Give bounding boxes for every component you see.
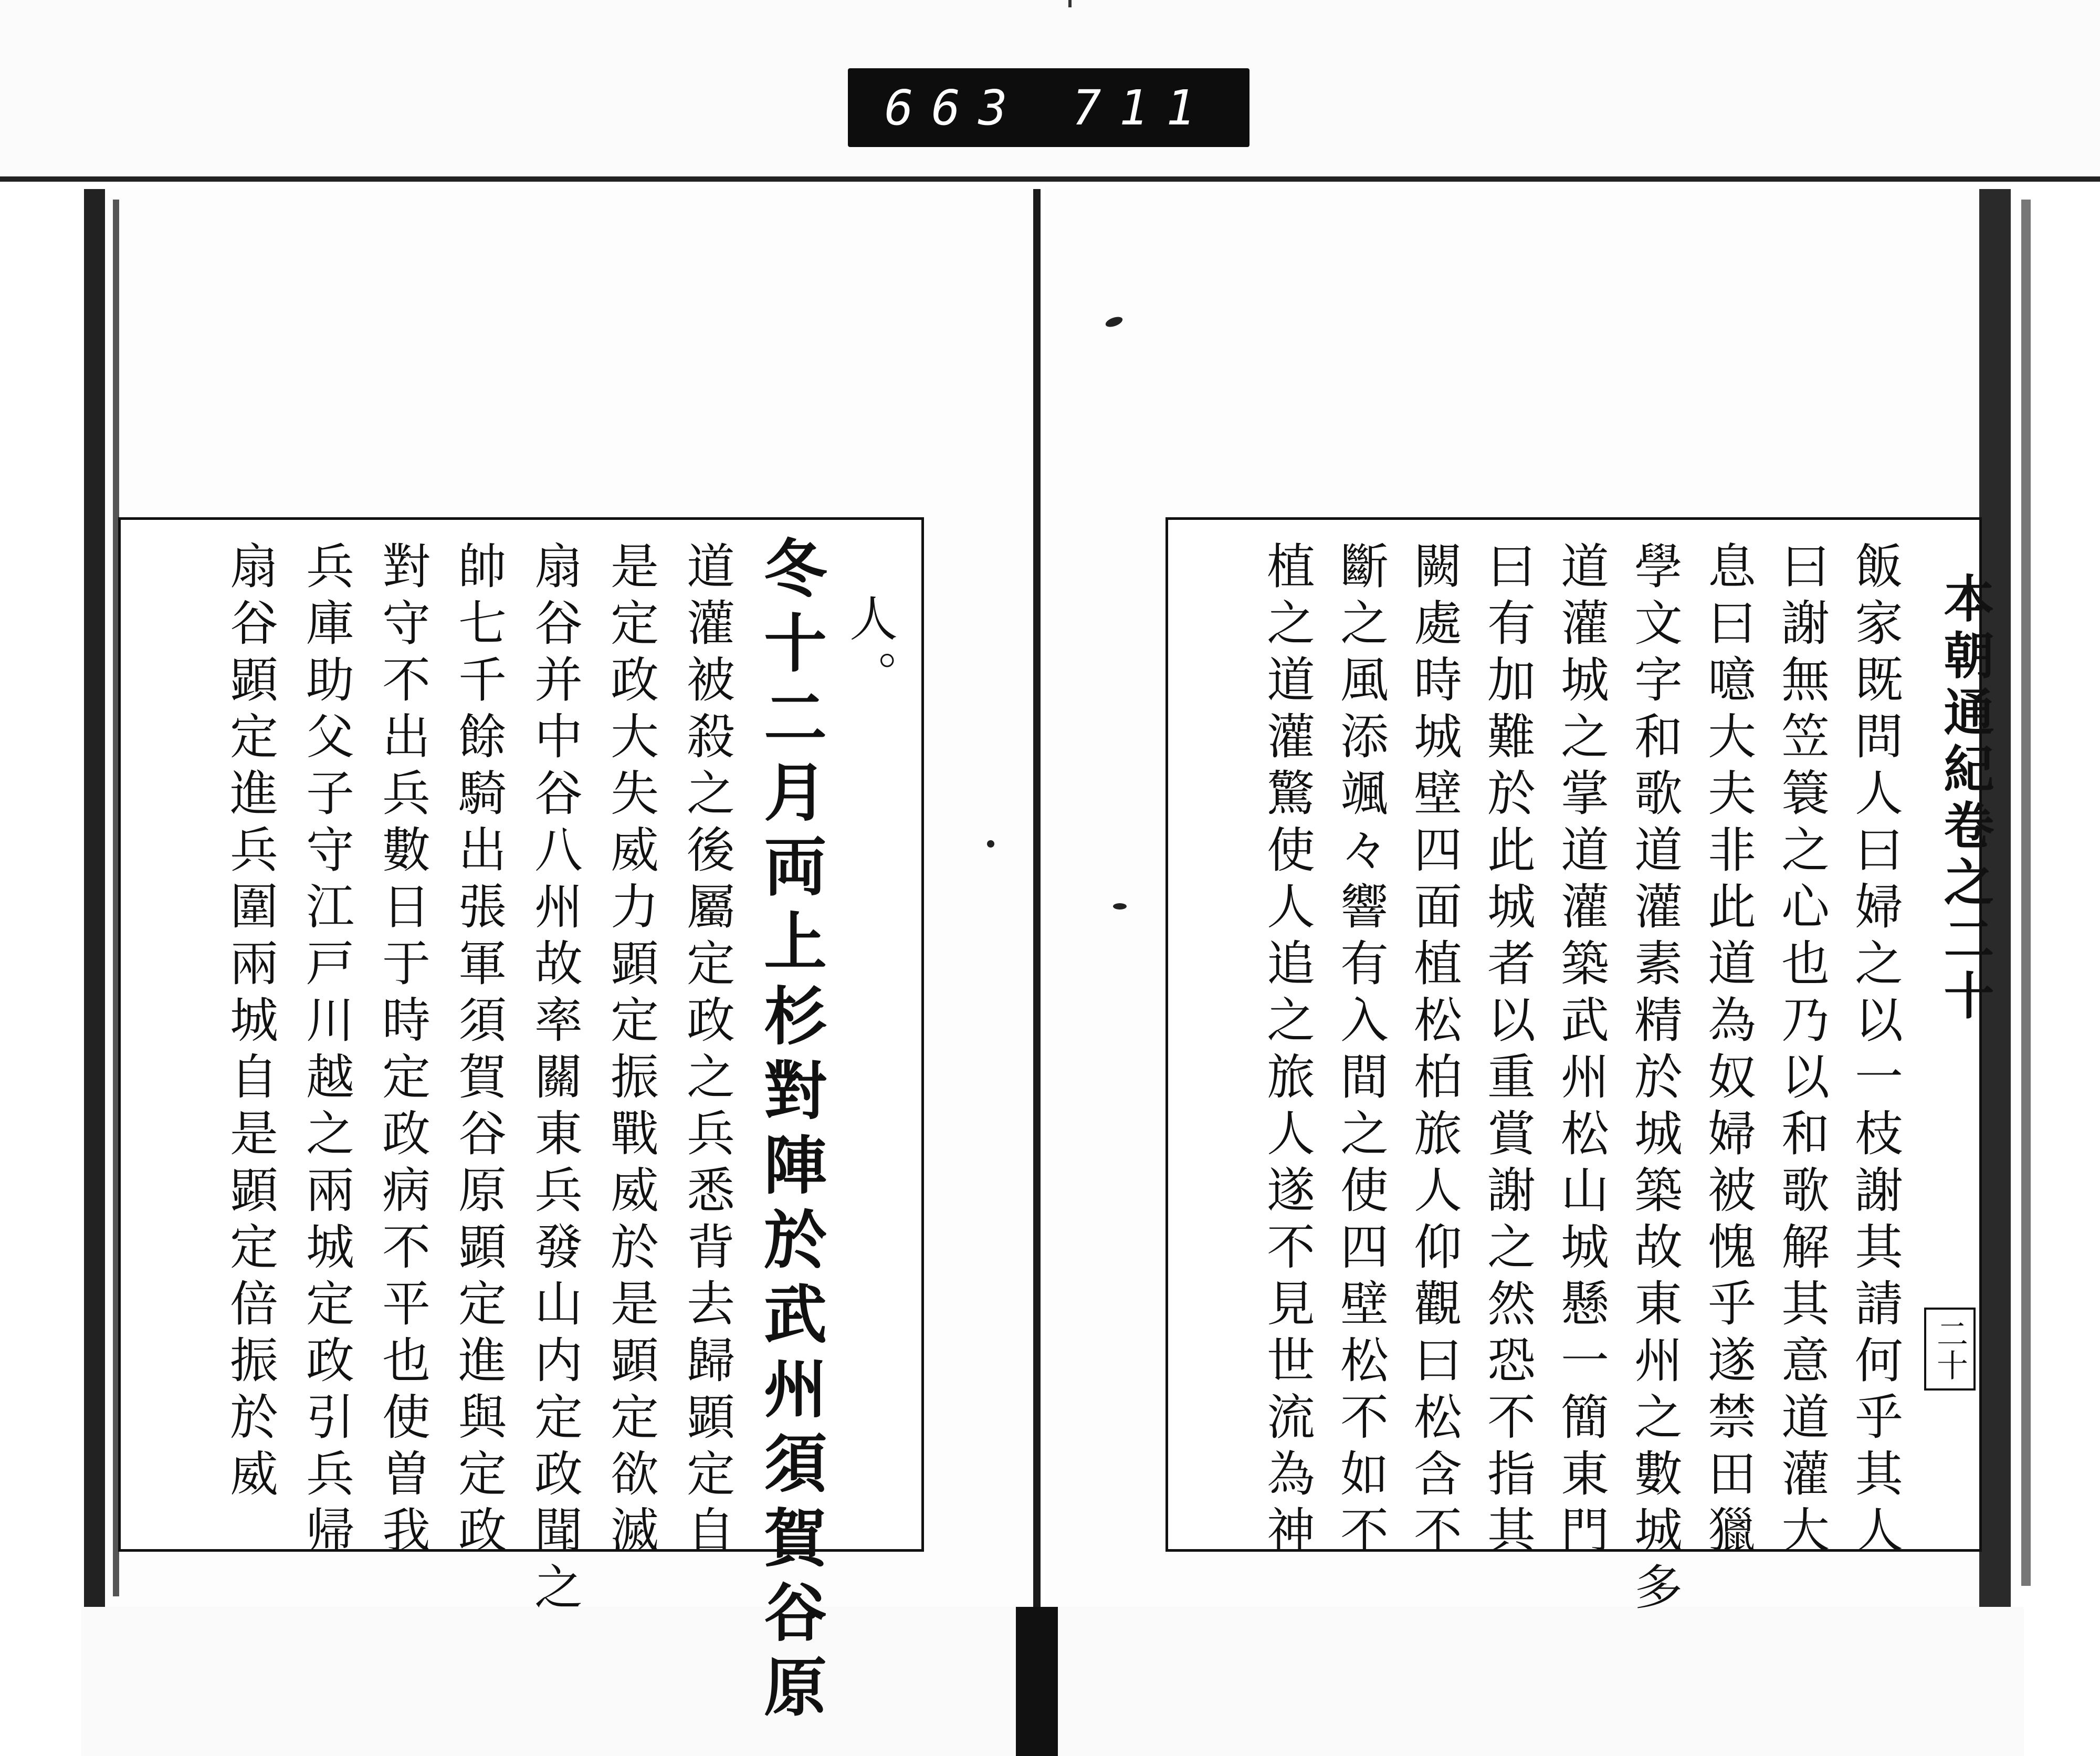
- text-column: 是定政大失威力顕定振戰威於是顕定欲滅: [603, 541, 659, 1562]
- text-column: 帥七千餘騎出張軍須賀谷原顕定進與定政: [450, 541, 507, 1562]
- text-column: 道灌被殺之後屬定政之兵悉背去歸顕定自: [679, 541, 735, 1562]
- book-spine: [1033, 189, 1041, 1617]
- text-column: 扇谷顕定進兵圍兩城自是顕定倍振於威: [222, 541, 278, 1505]
- text-column: 學文字和歌道灌素精於城築故東州之數城多: [1626, 541, 1683, 1618]
- text-column: 曰有加難於此城者以重賞謝之然恐不指其: [1479, 541, 1536, 1562]
- header-tick: [1068, 0, 1072, 7]
- archive-label: 663 711: [848, 68, 1250, 147]
- text-column: 道灌城之掌道灌築武州松山城懸一簡東門: [1553, 541, 1609, 1562]
- gutter-shadow: [1016, 1607, 1058, 1756]
- text-column: 曰謝無笠簑之心也乃以和歌解其意道灌大: [1773, 541, 1830, 1562]
- right-book-edge-inner: [2021, 200, 2031, 1586]
- text-column: 斷之風添颯々響有入間之使四壁松不如不: [1332, 541, 1389, 1562]
- folio-number: 二十: [1924, 1308, 1976, 1391]
- text-column: 闕處時城壁四面植松柏旅人仰觀曰松含不: [1406, 541, 1462, 1562]
- text-column: 對守不出兵數日于時定政病不平也使曽我: [374, 541, 430, 1562]
- text-column: 人。: [842, 593, 898, 707]
- section-heading: 冬十二月両上杉對陣於武州須賀谷原: [753, 536, 827, 1729]
- book-title: 本朝通紀卷之二十: [1936, 572, 1995, 1026]
- text-column: 扇谷并中谷八州故率關東兵發山内定政聞之: [527, 541, 583, 1618]
- text-column: 植之道灌驚使人追之旅人遂不見世流為神: [1259, 541, 1315, 1562]
- ink-speck: [1113, 903, 1127, 910]
- left-book-edge: [84, 189, 105, 1607]
- left-text-frame: [118, 517, 924, 1729]
- text-column: 飯家既問人曰婦之以一枝謝其請何乎其人: [1847, 541, 1903, 1562]
- header-rule: [0, 176, 2100, 182]
- ink-speck: [987, 840, 994, 848]
- text-column: 息曰噫大夫非此道為奴婦被愧乎遂禁田獵: [1700, 541, 1756, 1562]
- right-text-frame: [1166, 517, 1995, 1618]
- text-column: 兵庫助父子守江戸川越之兩城定政引兵帰: [298, 541, 354, 1562]
